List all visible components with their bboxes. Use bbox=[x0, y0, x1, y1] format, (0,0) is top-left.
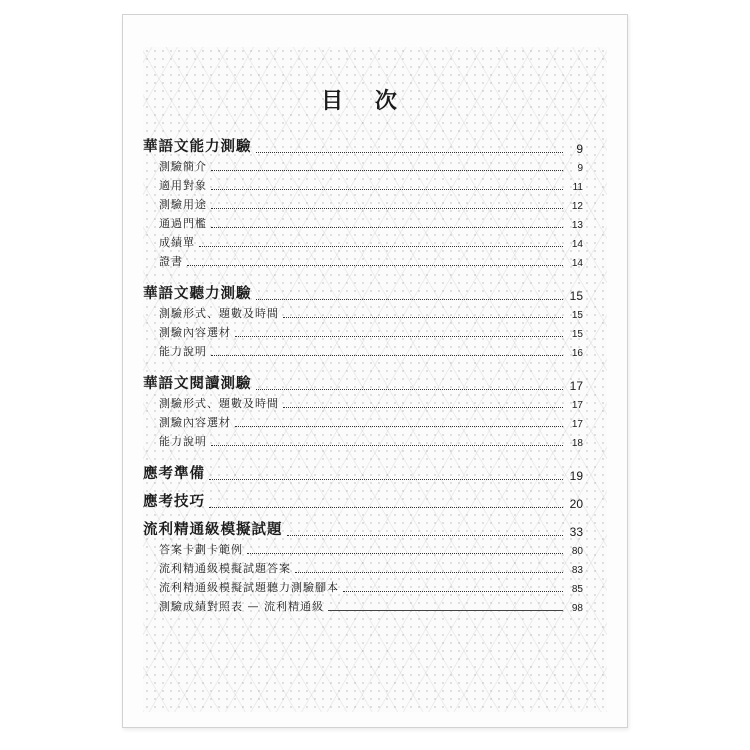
toc-entry bbox=[143, 344, 583, 359]
toc-entry bbox=[143, 178, 583, 193]
entry-label: 華語文能力測驗 bbox=[143, 138, 252, 155]
entry-label: 證書 bbox=[159, 255, 183, 268]
entry-label: 測驗形式、題數及時間 bbox=[159, 307, 279, 320]
entry-label: 測驗內容選材 bbox=[159, 326, 231, 339]
toc-entry bbox=[143, 491, 583, 511]
dot-leader bbox=[211, 208, 563, 209]
entry-page: 19 bbox=[569, 469, 583, 483]
toc-entry bbox=[143, 396, 583, 411]
entry-label: 能力說明 bbox=[159, 345, 207, 358]
entry-page: 16 bbox=[571, 348, 583, 359]
dot-leader bbox=[343, 591, 563, 592]
entry-page: 14 bbox=[571, 258, 583, 269]
toc-entry bbox=[143, 542, 583, 557]
entry-label: 應考準備 bbox=[143, 465, 205, 482]
dot-leader bbox=[247, 553, 563, 554]
dot-leader bbox=[283, 407, 563, 408]
table-of-contents bbox=[143, 0, 587, 750]
dot-leader bbox=[211, 445, 563, 446]
entry-page: 18 bbox=[571, 438, 583, 449]
entry-page: 33 bbox=[569, 525, 583, 539]
dot-leader bbox=[199, 246, 563, 247]
entry-page: 17 bbox=[571, 419, 583, 430]
dot-leader bbox=[235, 426, 563, 427]
entry-page: 17 bbox=[571, 400, 583, 411]
entry-page: 14 bbox=[571, 239, 583, 250]
entry-label: 測驗成績對照表 — 流利精通級 bbox=[159, 600, 324, 613]
toc-entry bbox=[143, 463, 583, 483]
dot-leader bbox=[295, 572, 563, 573]
dot-leader bbox=[328, 610, 563, 611]
toc-entry bbox=[143, 159, 583, 174]
entry-label: 流利精通級模擬試題答案 bbox=[159, 562, 291, 575]
toc-entry bbox=[143, 306, 583, 321]
dot-leader bbox=[256, 152, 564, 153]
toc-entry bbox=[143, 561, 583, 576]
dot-leader bbox=[211, 170, 563, 171]
entry-label: 測驗形式、題數及時間 bbox=[159, 397, 279, 410]
entry-label: 能力說明 bbox=[159, 435, 207, 448]
entry-page: 15 bbox=[569, 289, 583, 303]
entry-label: 流利精通級模擬試題聽力測驗腳本 bbox=[159, 581, 339, 594]
toc-entry bbox=[143, 216, 583, 231]
toc-entry bbox=[143, 235, 583, 250]
dot-leader bbox=[287, 535, 564, 536]
toc-entry bbox=[143, 197, 583, 212]
entry-label: 測驗用途 bbox=[159, 198, 207, 211]
entry-label: 成績單 bbox=[159, 236, 195, 249]
entry-page: 17 bbox=[569, 379, 583, 393]
page-title: 目 次 bbox=[321, 88, 409, 114]
dot-leader bbox=[187, 265, 563, 266]
entry-page: 20 bbox=[569, 497, 583, 511]
entry-label: 流利精通級模擬試題 bbox=[143, 521, 283, 538]
entry-page: 83 bbox=[571, 565, 583, 576]
entry-page: 11 bbox=[572, 182, 583, 193]
toc-entry bbox=[143, 599, 583, 614]
entry-page: 9 bbox=[576, 142, 583, 156]
toc-entry bbox=[143, 519, 583, 539]
entry-label: 華語文閱讀測驗 bbox=[143, 375, 252, 392]
entry-page: 12 bbox=[571, 201, 583, 212]
entry-page: 15 bbox=[571, 310, 583, 321]
toc-entry bbox=[143, 580, 583, 595]
dot-leader bbox=[209, 479, 563, 480]
toc-entry bbox=[143, 415, 583, 430]
entry-label: 測驗簡介 bbox=[159, 160, 207, 173]
dot-leader bbox=[211, 227, 563, 228]
entry-label: 通過門檻 bbox=[159, 217, 207, 230]
toc-entry bbox=[143, 325, 583, 340]
entry-page: 9 bbox=[577, 163, 583, 174]
entry-label: 測驗內容選材 bbox=[159, 416, 231, 429]
toc-entry bbox=[143, 136, 583, 156]
toc-entry bbox=[143, 373, 583, 393]
toc-entry bbox=[143, 283, 583, 303]
toc-entry bbox=[143, 254, 583, 269]
dot-leader bbox=[235, 336, 563, 337]
entry-page: 13 bbox=[571, 220, 583, 231]
entry-page: 15 bbox=[571, 329, 583, 340]
entry-label: 華語文聽力測驗 bbox=[143, 285, 252, 302]
entry-page: 85 bbox=[571, 584, 583, 595]
dot-leader bbox=[209, 507, 563, 508]
dot-leader bbox=[283, 317, 563, 318]
entry-label: 適用對象 bbox=[159, 179, 207, 192]
dot-leader bbox=[256, 389, 564, 390]
entry-page: 98 bbox=[571, 603, 583, 614]
entry-label: 答案卡劃卡範例 bbox=[159, 543, 243, 556]
dot-leader bbox=[211, 189, 563, 190]
dot-leader bbox=[256, 299, 564, 300]
entry-page: 80 bbox=[571, 546, 583, 557]
dot-leader bbox=[211, 355, 563, 356]
entry-label: 應考技巧 bbox=[143, 493, 205, 510]
toc-entry bbox=[143, 434, 583, 449]
